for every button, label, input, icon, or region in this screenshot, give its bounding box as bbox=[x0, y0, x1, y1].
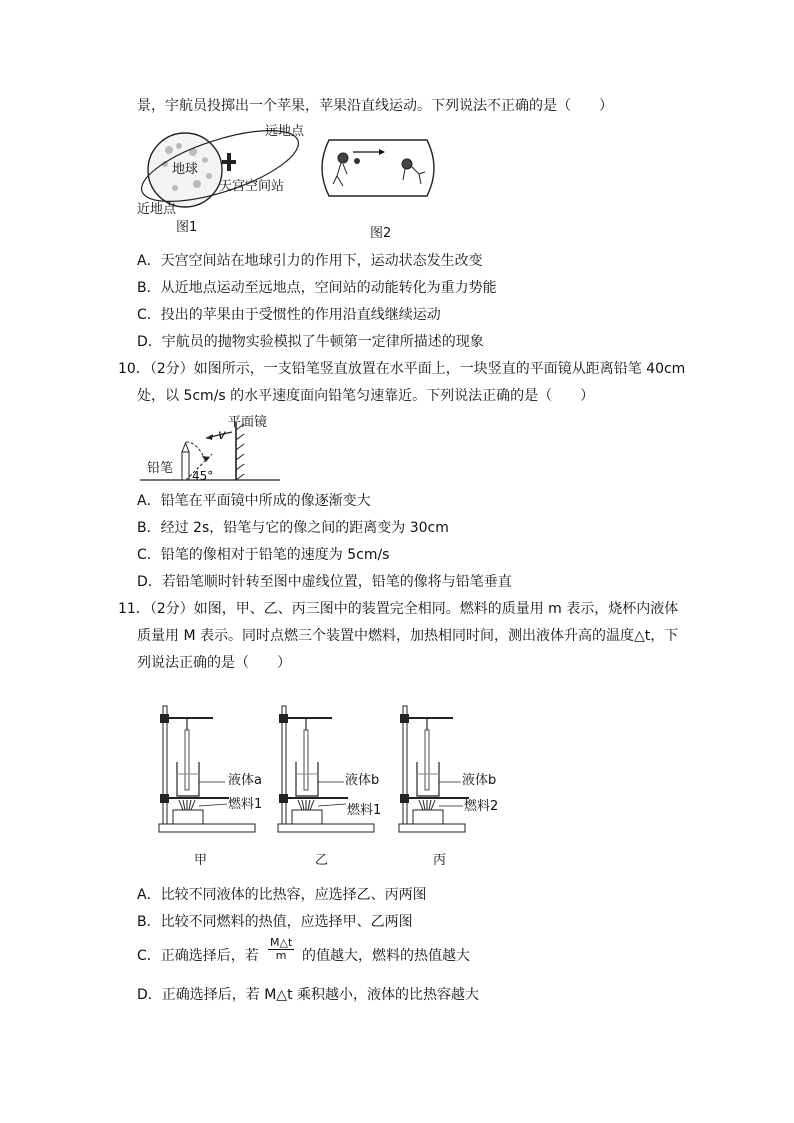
q9-option-a: A．天宫空间站在地球引力的作用下，运动状态发生改变 bbox=[137, 253, 483, 269]
yi-fuel-label: 燃料1 bbox=[347, 803, 382, 818]
q11-option-b: B．比较不同燃料的热值，应选择甲、乙两图 bbox=[137, 914, 413, 930]
q9-option-d: D．宇航员的抛物实验模拟了牛顿第一定律所描述的现象 bbox=[137, 334, 484, 350]
q10-option-d: D．若铅笔顺时针转至图中虚线位置，铅笔的像将与铅笔垂直 bbox=[137, 574, 512, 590]
fig1-station-label: 天宫空间站 bbox=[219, 179, 285, 194]
bing-liquid-label: 液体b bbox=[462, 773, 497, 788]
fig2-caption: 图2 bbox=[370, 226, 392, 241]
apple-icon bbox=[354, 158, 360, 164]
q11-stem-line1: 11．（2分）如图，甲、乙、丙三图中的装置完全相同。燃料的质量用 m 表示，烧杯内液体 bbox=[118, 601, 679, 617]
fig1-perigee-label: 近地点 bbox=[137, 202, 177, 217]
q11-stem-line2: 质量用 M 表示。同时点燃三个装置中燃料，加热相同时间，测出液体升高的温度△t，下 bbox=[137, 628, 679, 644]
q9-option-c: C．投出的苹果由于受惯性的作用沿直线继续运动 bbox=[137, 307, 441, 323]
yi-name-label: 乙 bbox=[315, 853, 329, 868]
bing-fuel-label: 燃料2 bbox=[464, 799, 499, 814]
apparatus-jia bbox=[153, 702, 263, 837]
q10-mirror-label: 平面镜 bbox=[228, 415, 268, 430]
yi-liquid-label: 液体b bbox=[345, 773, 380, 788]
q11-option-c-suffix: 的值越大，燃料的热值越大 bbox=[302, 948, 470, 964]
q10-option-a: A．铅笔在平面镜中所成的像逐渐变大 bbox=[137, 493, 371, 509]
bing-name-label: 丙 bbox=[433, 853, 447, 868]
q10-option-c: C．铅笔的像相对于铅笔的速度为 5cm/s bbox=[137, 547, 390, 563]
fig1-earth-label: 地球 bbox=[172, 162, 199, 177]
apparatus-bing bbox=[393, 702, 503, 837]
q10-stem-line2: 处，以 5cm/s 的水平速度面向铅笔匀速靠近。下列说法正确的是（ ） bbox=[137, 388, 595, 404]
pencil-icon bbox=[182, 452, 189, 480]
q11-option-c-fraction bbox=[268, 937, 294, 962]
q10-angle-label: 45° bbox=[192, 469, 214, 483]
q11-option-d: D．正确选择后，若 M△t 乘积越小，液体的比热容越大 bbox=[137, 987, 480, 1003]
jia-fuel-label: 燃料1 bbox=[228, 797, 263, 812]
q10-stem-line1: 10．（2分）如图所示，一支铅笔竖直放置在水平面上，一块竖直的平面镜从距离铅笔 40cm bbox=[118, 361, 686, 377]
q10-pencil-label: 铅笔 bbox=[147, 461, 174, 476]
space-station-icon bbox=[222, 153, 236, 171]
fraction-numerator: M△t bbox=[270, 936, 293, 949]
q11-option-c-prefix: C．正确选择后，若 bbox=[137, 948, 259, 964]
q9-stem-tail: 景，宇航员投掷出一个苹果，苹果沿直线运动。下列说法不正确的是（ ） bbox=[137, 98, 613, 114]
fraction-denominator: m bbox=[275, 949, 287, 962]
q10-option-b: B．经过 2s，铅笔与它的像之间的距离变为 30cm bbox=[137, 520, 449, 536]
fig1-apogee-label: 远地点 bbox=[265, 124, 305, 139]
q11-option-a: A．比较不同液体的比热容，应选择乙、丙两图 bbox=[137, 887, 427, 903]
fig1-caption: 图1 bbox=[176, 220, 198, 235]
q11-stem-line3: 列说法正确的是（ ） bbox=[137, 655, 291, 671]
fig2-astronaut-scene bbox=[313, 132, 443, 204]
jia-liquid-label: 液体a bbox=[228, 773, 262, 788]
jia-name-label: 甲 bbox=[194, 853, 208, 868]
q9-option-b: B．从近地点运动至远地点，空间站的动能转化为重力势能 bbox=[137, 280, 497, 296]
q10-velocity-label: v bbox=[218, 428, 226, 443]
